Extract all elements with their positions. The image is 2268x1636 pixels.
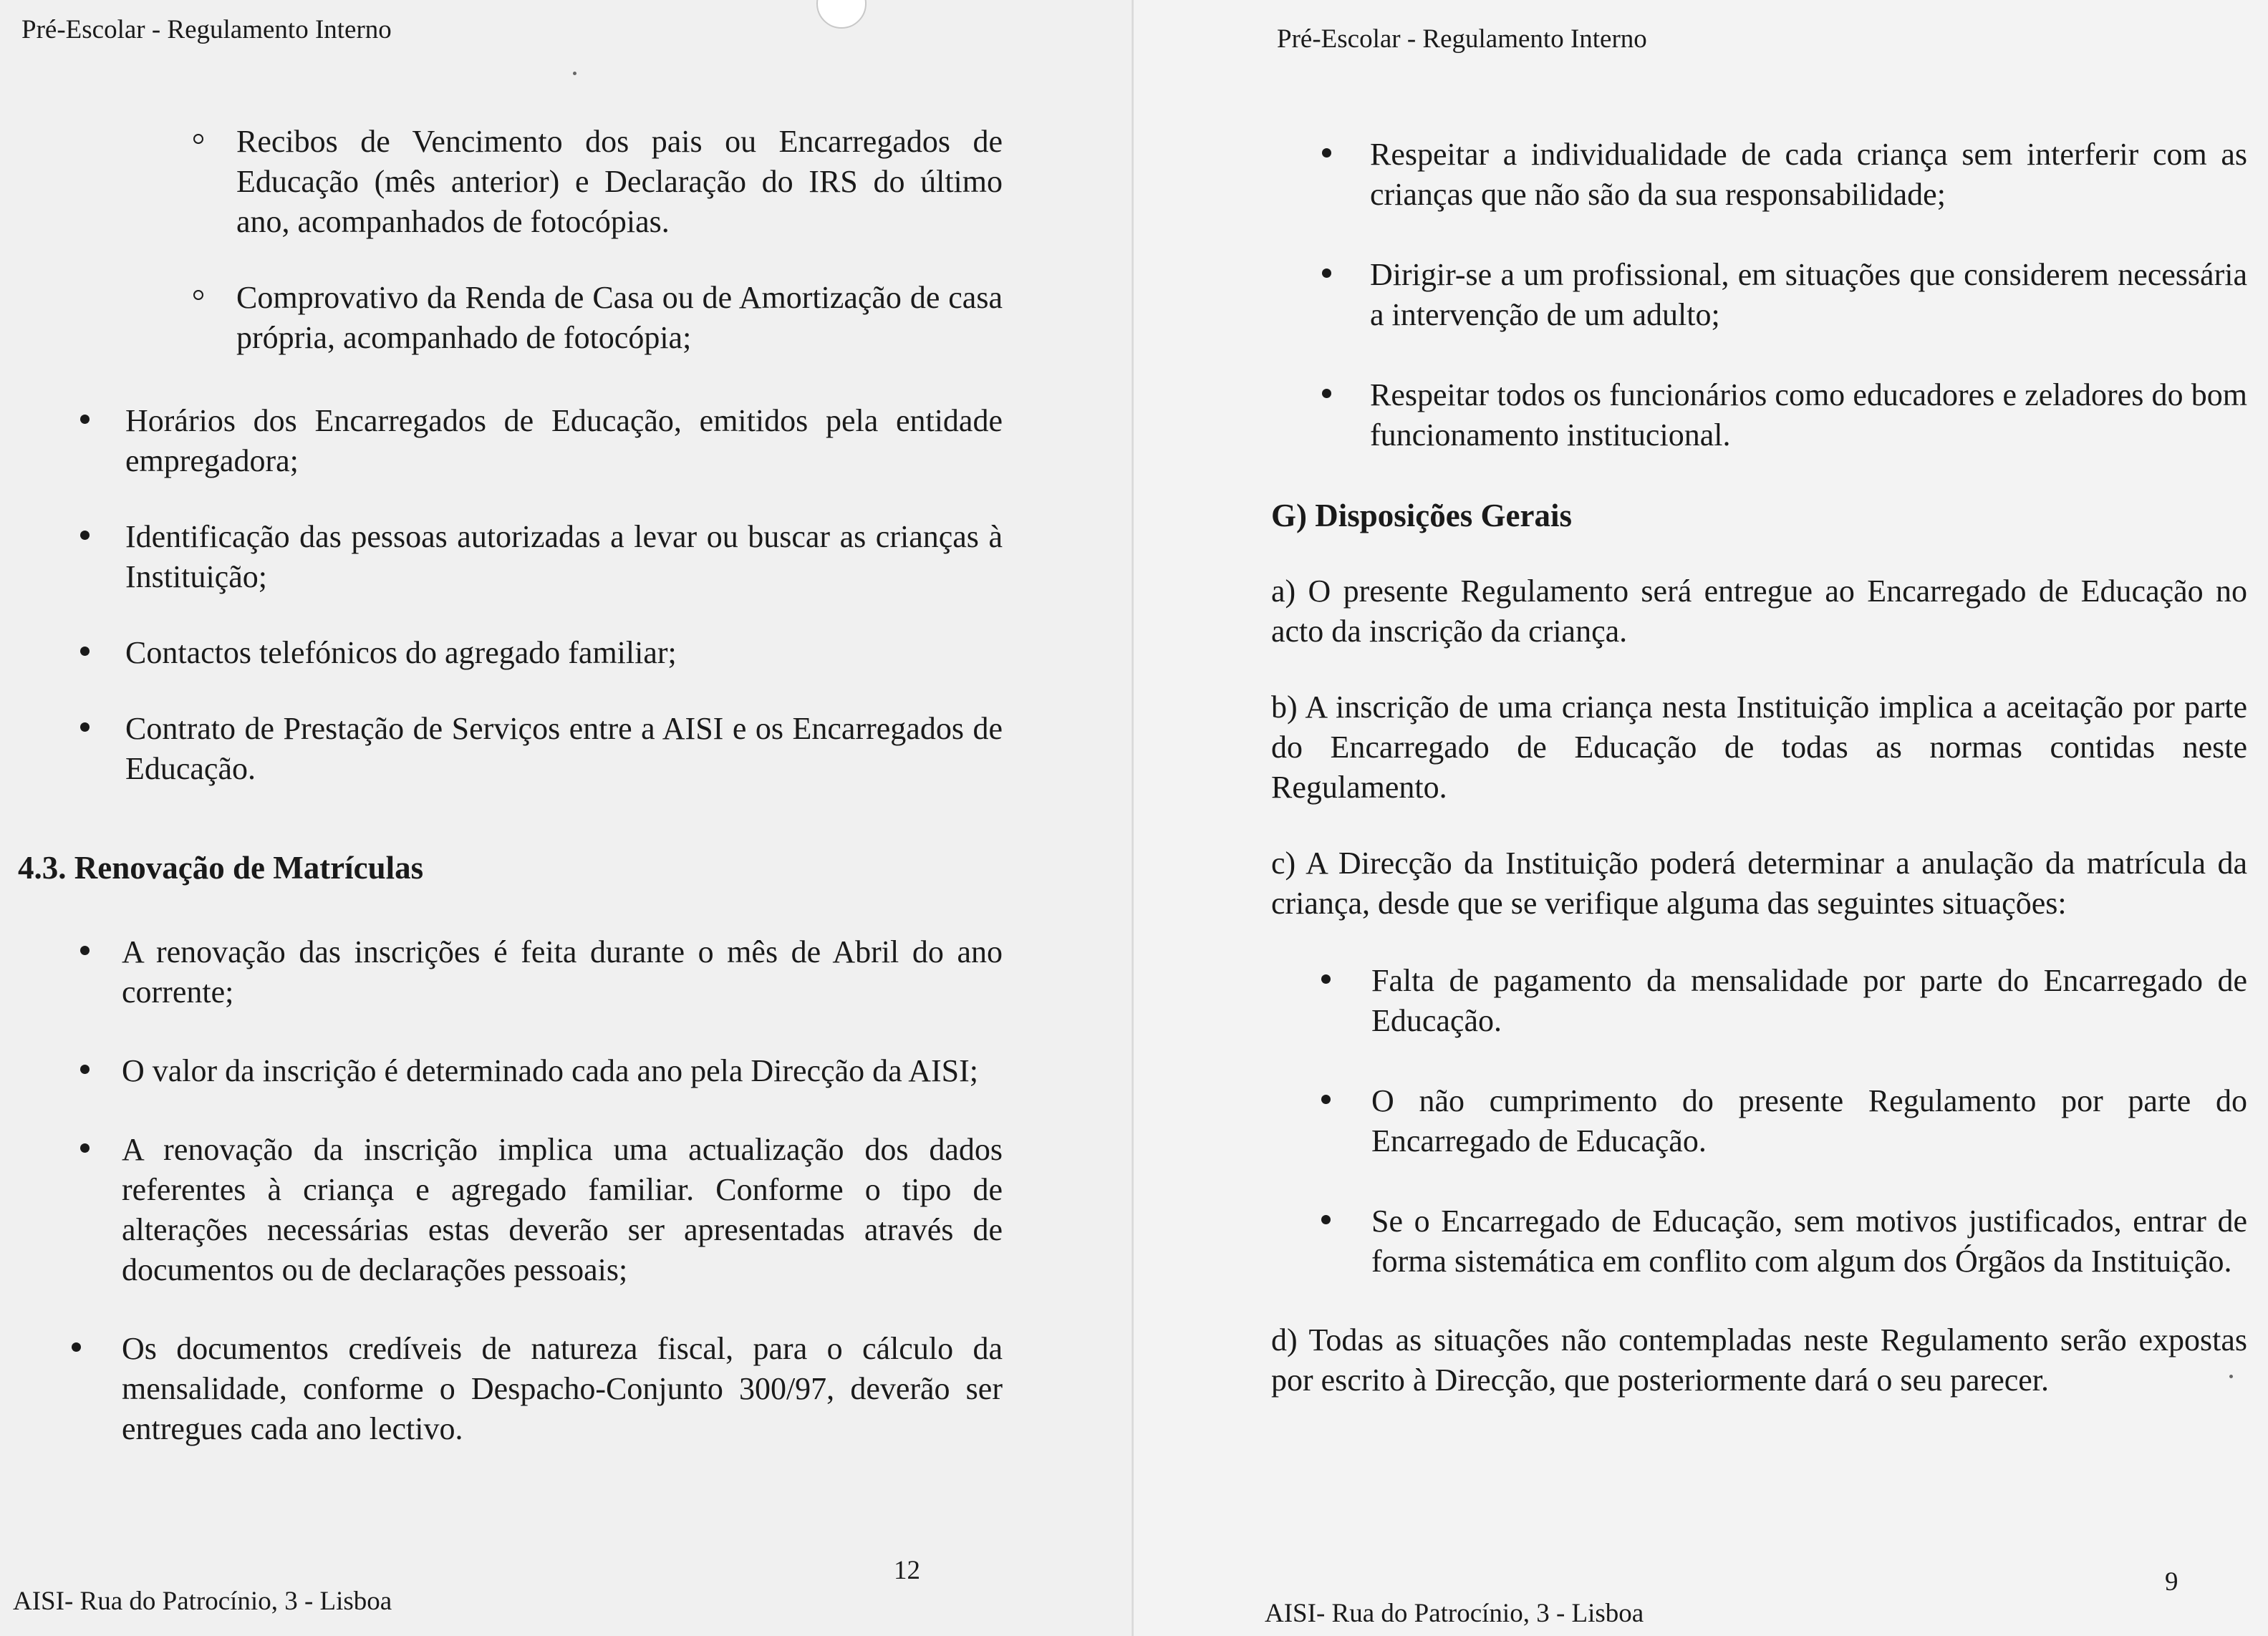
section-bullet-list: [72, 932, 1003, 1449]
list-item-text: A renovação das inscrições é feita durante o mês de Abril do ano corrente;: [122, 934, 1003, 1010]
list-item-text: Falta de pagamento da mensalidade por parte do Encarregado de Educação.: [1371, 963, 2247, 1038]
list-item: [72, 1051, 1003, 1091]
list-item: [72, 1329, 1003, 1449]
page-number: 12: [894, 1556, 920, 1585]
page-footer: AISI- Rua do Patrocínio, 3 - Lisboa: [1265, 1599, 1644, 1628]
page-header: Pré-Escolar - Regulamento Interno: [1277, 24, 1647, 54]
c-bullet-list: [1311, 961, 2247, 1282]
sub-item-text: Comprovativo da Renda de Casa ou de Amortização de casa própria, acompanhado de fotocópia;: [236, 280, 1003, 355]
list-item-text: Se o Encarregado de Educação, sem motivos justificados, entrar de forma sistemática em conflito com algum dos Órgãos da Instituição.: [1371, 1204, 2247, 1279]
bullet-icon: [80, 647, 90, 656]
list-item-text: Respeitar todos os funcionários como educadores e zeladores do bom funcionamento institucional.: [1370, 377, 2247, 452]
list-item: [72, 401, 1003, 481]
general-provisions: [1271, 495, 2247, 1400]
paragraph-a: a) O presente Regulamento será entregue ao Encarregado de Educação no acto da inscrição da criança.: [1271, 573, 2247, 649]
bullet-icon: [1321, 974, 1331, 984]
paper-speck: [573, 72, 576, 75]
list-item-text: Identificação das pessoas autorizadas a levar ou buscar as crianças à Instituição;: [125, 519, 1003, 594]
paper-speck: [2229, 1375, 2233, 1378]
bullet-icon: [72, 1342, 81, 1352]
sub-item-text: Recibos de Vencimento dos pais ou Encarregados de Educação (mês anterior) e Declaração do IRS do último ano, acompanhados de fotocópias.: [236, 124, 1003, 239]
list-item-text: A renovação da inscrição implica uma actualização dos dados referentes à criança e agregado familiar. Conforme o tipo de alterações necessárias estas deverão ser apresentadas através de documentos ou de declarações pessoais;: [122, 1132, 1003, 1287]
list-item: [72, 709, 1003, 789]
list-item-text: O valor da inscrição é determinado cada ano pela Direcção da AISI;: [122, 1053, 979, 1088]
sub-list-item: [115, 122, 1003, 242]
bullet-icon: [80, 1065, 90, 1074]
list-item-text: Contrato de Prestação de Serviços entre a AISI e os Encarregados de Educação.: [125, 711, 1003, 786]
list-item-text: Dirigir-se a um profissional, em situações que considerem necessária a intervenção de um adulto;: [1370, 257, 2247, 332]
list-item: [1311, 961, 2247, 1041]
right-page: [1134, 0, 2268, 1636]
page-number: 9: [2165, 1567, 2178, 1597]
bullet-list: [1309, 135, 2247, 455]
paragraph-c: c) A Direcção da Instituição poderá determinar a anulação da matrícula da criança, desde que se verifique alguma das seguintes situações:: [1271, 846, 2247, 921]
list-item: [1309, 255, 2247, 335]
list-item: [1311, 1081, 2247, 1161]
list-item-text: Os documentos credíveis de natureza fiscal, para o cálculo da mensalidade, conforme o Despacho-Conjunto 300/97, deverão ser entregues cada ano lectivo.: [122, 1331, 1003, 1446]
bullet-icon: [80, 946, 90, 955]
list-item-text: O não cumprimento do presente Regulamento por parte do Encarregado de Educação.: [1371, 1083, 2247, 1158]
bullet-icon: [1322, 389, 1331, 398]
list-item-text: Contactos telefónicos do agregado familiar;: [125, 635, 677, 670]
list-item: [1311, 1201, 2247, 1282]
page-header: Pré-Escolar - Regulamento Interno: [21, 15, 392, 44]
list-item: [72, 932, 1003, 1012]
bullet-icon: [1321, 1215, 1331, 1224]
circle-bullet-icon: [193, 134, 203, 144]
list-item-text: Horários dos Encarregados de Educação, emitidos pela entidade empregadora;: [125, 403, 1003, 478]
section-heading: 4.3. Renovação de Matrículas: [18, 850, 424, 886]
list-item: [1309, 135, 2247, 215]
bullet-icon: [80, 531, 90, 540]
sub-list-item: [115, 278, 1003, 358]
bullet-icon: [80, 415, 90, 424]
list-item: [72, 1130, 1003, 1290]
bullet-icon: [80, 722, 90, 732]
section-heading: G) Disposições Gerais: [1271, 498, 1572, 533]
list-item-text: Respeitar a individualidade de cada criança sem interferir com as crianças que não são da sua responsabilidade;: [1370, 137, 2247, 212]
paragraph-b: b) A inscrição de uma criança nesta Instituição implica a aceitação por parte do Encarregado de Educação de todas as normas contidas neste Regulamento.: [1271, 689, 2247, 805]
sub-list: [115, 122, 1003, 358]
bullet-icon: [80, 1143, 90, 1153]
circle-bullet-icon: [193, 290, 203, 300]
page-footer: AISI- Rua do Patrocínio, 3 - Lisboa: [13, 1587, 392, 1616]
bullet-icon: [1322, 148, 1331, 158]
bullet-icon: [1322, 268, 1331, 278]
bullet-list: [72, 401, 1003, 789]
bullet-icon: [1321, 1095, 1331, 1104]
list-item: [72, 633, 1003, 673]
list-item: [72, 517, 1003, 597]
paragraph-d: d) Todas as situações não contempladas neste Regulamento serão expostas por escrito à Direcção, que posteriormente dará o seu parecer.: [1271, 1322, 2247, 1398]
list-item: [1309, 375, 2247, 455]
